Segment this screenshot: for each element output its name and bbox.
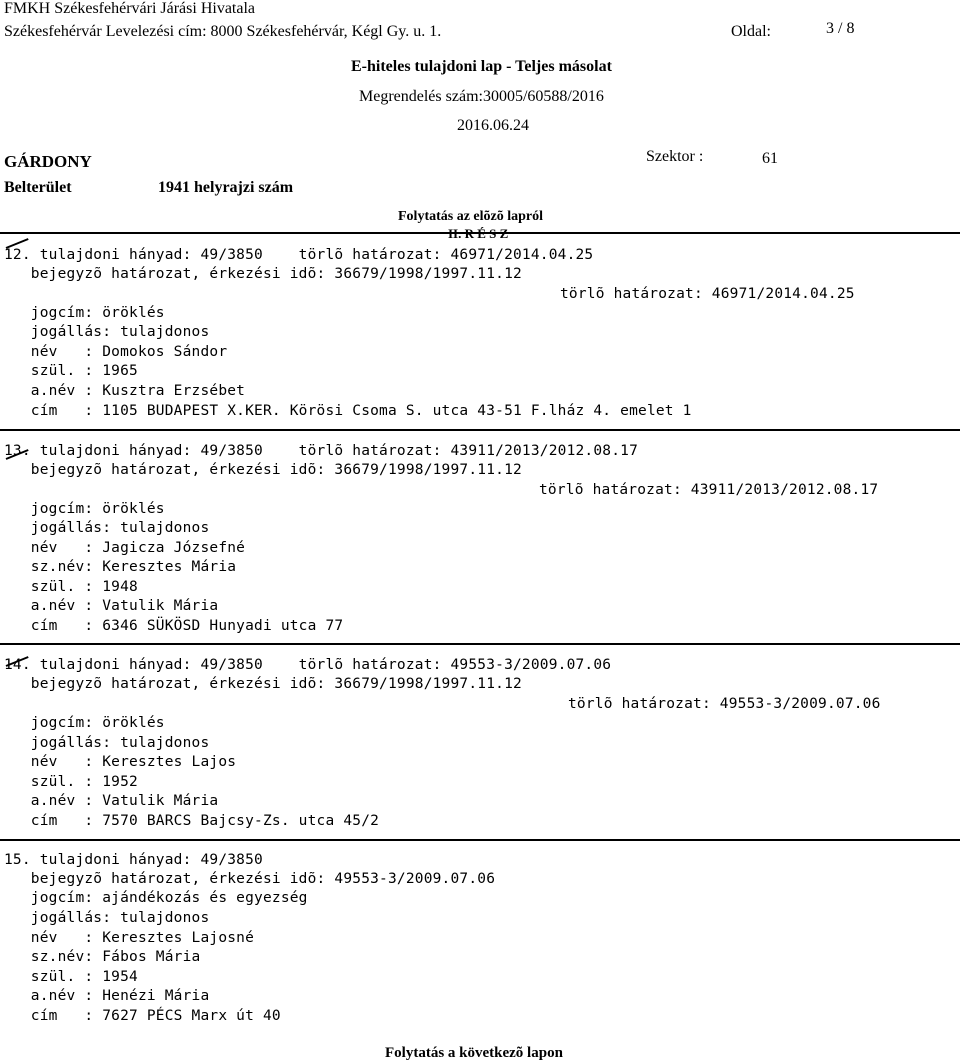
legal-status: jogállás: tulajdonos [4, 735, 210, 751]
owner-address: cím : 6346 SÜKÖSD Hunyadi utca 77 [4, 618, 344, 634]
area-type: Belterület [4, 179, 72, 196]
mother-name: a.név : Henézi Mária [4, 988, 210, 1004]
mother-name: a.név : Kusztra Erzsébet [4, 383, 246, 399]
document-title: E-hiteles tulajdoni lap - Teljes másolat [351, 58, 612, 75]
owner-name: név : Domokos Sándor [4, 344, 228, 360]
title-basis: jogcím: öröklés [4, 715, 165, 731]
entry-header: 15. tulajdoni hányad: 49/3850 [4, 852, 263, 868]
birth-name: sz.név: Keresztes Mária [4, 559, 237, 575]
entry-divider [0, 643, 960, 645]
legal-status: jogállás: tulajdonos [4, 324, 210, 340]
order-number: Megrendelés szám:30005/60588/2016 [359, 88, 604, 105]
owner-address: cím : 1105 BUDAPEST X.KER. Körösi Csoma S. utca 43-51 F.lház 4. emelet 1 [4, 403, 692, 419]
office-name: FMKH Székesfehérvári Járási Hivatala [4, 0, 256, 17]
mother-name: a.név : Vatulik Mária [4, 598, 219, 614]
parcel-number: 1941 helyrajzi szám [158, 179, 294, 196]
registration-line: bejegyzõ határozat, érkezési idõ: 36679/1998/1997.11.12 [4, 676, 522, 692]
header-divider [0, 232, 960, 234]
title-basis: jogcím: öröklés [4, 305, 165, 321]
birth-year: szül. : 1965 [4, 363, 138, 379]
owner-name: név : Keresztes Lajosné [4, 930, 255, 946]
registration-line: bejegyzõ határozat, érkezési idõ: 36679/1998/1997.11.12 [4, 462, 522, 478]
office-address: Székesfehérvár Levelezési cím: 8000 Székesfehérvár, Kégl Gy. u. 1. [4, 23, 442, 40]
entry-header: 12. tulajdoni hányad: 49/3850 törlõ határozat: 46971/2014.04.25 [4, 247, 594, 263]
document-date: 2016.06.24 [457, 117, 529, 134]
mother-name: a.név : Vatulik Mária [4, 793, 219, 809]
birth-name: sz.név: Fábos Mária [4, 949, 201, 965]
continued-next-label: Folytatás a következõ lapon [385, 1045, 563, 1061]
title-basis: jogcím: öröklés [4, 501, 165, 517]
page-label: Oldal: [731, 23, 771, 40]
registration-line: bejegyzõ határozat, érkezési idõ: 49553-3/2009.07.06 [4, 871, 496, 887]
sector-value: 61 [762, 150, 778, 167]
owner-name: név : Keresztes Lajos [4, 754, 237, 770]
registration-line: bejegyzõ határozat, érkezési idõ: 36679/1998/1997.11.12 [4, 266, 522, 282]
legal-status: jogállás: tulajdonos [4, 520, 210, 536]
entry-divider [0, 429, 960, 431]
entry-divider [0, 839, 960, 841]
continued-from-label: Folytatás az elõzõ lapról [398, 209, 544, 224]
deletion-resolution: törlõ határozat: 46971/2014.04.25 [560, 286, 855, 302]
entry-header: 14. tulajdoni hányad: 49/3850 törlõ határozat: 49553-3/2009.07.06 [4, 657, 612, 673]
owner-name: név : Jagicza Józsefné [4, 540, 246, 556]
entry-header: 13. tulajdoni hányad: 49/3850 törlõ határozat: 43911/2013/2012.08.17 [4, 443, 639, 459]
sector-label: Szektor : [646, 148, 704, 165]
birth-year: szül. : 1952 [4, 774, 138, 790]
birth-year: szül. : 1954 [4, 969, 138, 985]
legal-status: jogállás: tulajdonos [4, 910, 210, 926]
owner-address: cím : 7627 PÉCS Marx út 40 [4, 1008, 281, 1024]
page-number: 3 / 8 [826, 20, 855, 37]
title-basis: jogcím: ajándékozás és egyezség [4, 890, 308, 906]
birth-year: szül. : 1948 [4, 579, 138, 595]
deletion-resolution: törlõ határozat: 43911/2013/2012.08.17 [539, 482, 879, 498]
deletion-resolution: törlõ határozat: 49553-3/2009.07.06 [568, 696, 881, 712]
owner-address: cím : 7570 BARCS Bajcsy-Zs. utca 45/2 [4, 813, 380, 829]
town-name: GÁRDONY [4, 152, 92, 171]
